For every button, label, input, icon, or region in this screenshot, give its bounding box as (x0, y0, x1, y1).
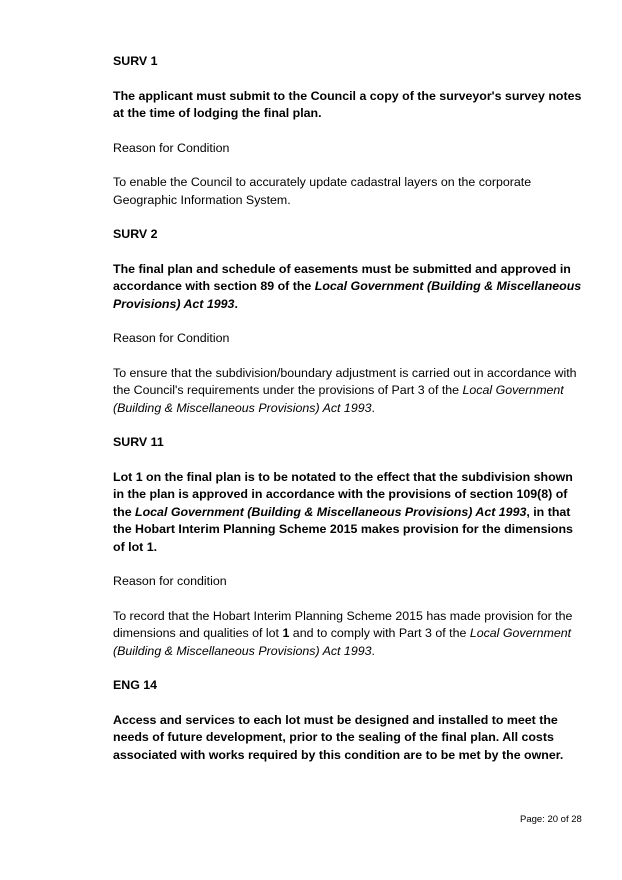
reason-text (113, 608, 583, 661)
text-run: Access and services to each lot must be designed and installed to meet the needs of future development, prior to the sealing of the final plan. All costs associated with works required by this condition are to be met by the owner. (113, 712, 564, 762)
text-run: The final plan and schedule of easements must be submitted and approved in accordance with section 89 of the (113, 261, 571, 293)
reason-label: Reason for Condition (113, 331, 230, 345)
text-run: . (371, 400, 375, 415)
section-heading-surv-11: SURV 11 (113, 435, 164, 449)
text-run: The applicant must submit to the Council a copy of the surveyor's survey notes at the time of lodging the final plan. (113, 88, 582, 120)
condition-text (113, 261, 583, 314)
text-run: To enable the Council to accurately update cadastral layers on the corporate Geographic Information System. (113, 175, 532, 207)
condition-text (113, 469, 583, 557)
page-number: Page: 20 of 28 (520, 814, 582, 825)
text-run: . (234, 296, 238, 311)
lot-number: 1 (282, 626, 290, 640)
act-title: Local Government (Building & Miscellaneous Provisions) Act 1993 (135, 504, 527, 519)
text-run: To record that the Hobart Interim Planning Scheme 2015 has made provision for the dimensions and qualities of lot (113, 608, 573, 640)
reason-text (113, 174, 583, 209)
text-run: and to comply with Part 3 of the (289, 626, 470, 640)
act-title: Local Government (Building & Miscellaneous Provisions) Act 1993 (113, 279, 582, 311)
section-heading-surv-2: SURV 2 (113, 227, 158, 241)
text-run: . (371, 643, 375, 658)
text-run: To ensure that the subdivision/boundary adjustment is carried out in accordance with the Council's requirements under the provisions of Part 3 of the (113, 365, 577, 397)
section-heading-surv-1: SURV 1 (113, 54, 158, 68)
reason-label: Reason for Condition (113, 140, 230, 155)
section-heading-eng-14: ENG 14 (113, 678, 158, 692)
text-run: , in that the Hobart Interim Planning Scheme 2015 makes provision for the dimensions of lot 1. (113, 504, 573, 554)
reason-text (113, 365, 583, 418)
document-body (113, 53, 583, 781)
condition-text (113, 88, 583, 123)
text-run: Lot 1 on the final plan is to be notated to the effect that the subdivision shown in the plan is approved in accordance with the provisions of section 109(8) of the (113, 469, 573, 519)
act-title: Local Government (Building & Miscellaneous Provisions) Act 1993 (113, 383, 564, 415)
reason-label: Reason for condition (113, 574, 227, 588)
condition-text (113, 712, 583, 765)
act-title: Local Government (Building & Miscellaneous Provisions) Act 1993 (113, 626, 572, 658)
